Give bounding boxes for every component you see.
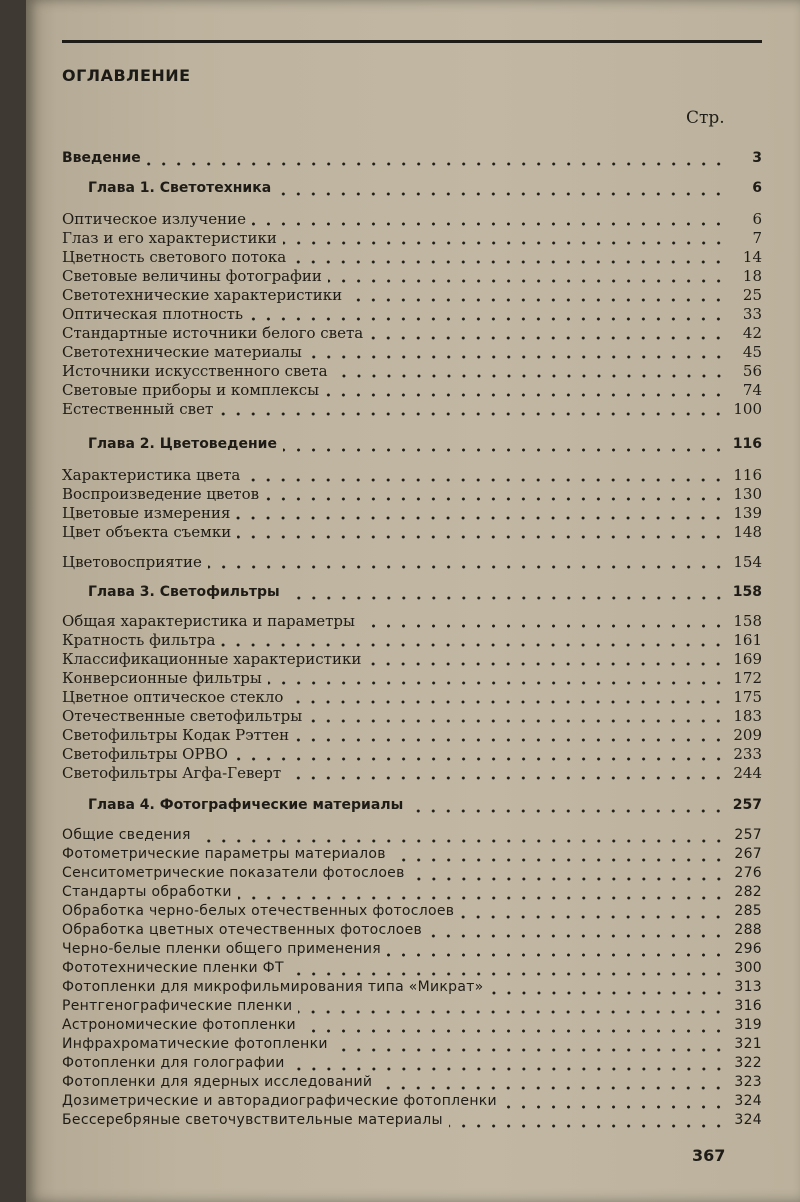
toc-entry-page: 257 [732,797,762,813]
toc-entry [62,960,762,980]
dot-leader [367,662,726,666]
toc-chapter-entry [62,436,762,456]
dot-leader [392,858,726,862]
toc-entry-page: 6 [752,180,762,196]
toc-entry-label: Цветное оптическое стекло [62,688,284,706]
dot-leader [237,535,726,539]
dot-leader [369,336,726,340]
toc-entry-label: Стандарты обработки [62,884,232,900]
toc-entry-page: 139 [733,504,762,522]
page-number: 367 [692,1146,726,1165]
toc-entry-page: 209 [733,726,762,744]
toc-entry-label: Черно-белые пленки общего применения [62,941,381,957]
dot-leader [308,355,726,359]
toc-entry-page: 324 [734,1093,762,1109]
dot-leader [221,643,726,647]
toc-entry-page: 323 [734,1074,762,1090]
dot-leader [283,448,726,452]
dot-leader [361,624,726,628]
toc-entry-page: 56 [742,362,762,380]
dot-leader [287,776,726,780]
page-title: ОГЛАВЛЕНИЕ [62,66,191,85]
toc-entry-label: Общие сведения [62,827,191,843]
dot-leader [348,298,726,302]
toc-entry [62,1055,762,1075]
toc-entry-label: Глава 2. Цветоведение [88,436,277,452]
toc-entry-page: 42 [742,324,762,342]
toc-entry-page: 74 [742,381,762,399]
dot-leader [246,478,726,482]
dot-leader [291,1067,726,1071]
toc-entry [62,523,762,543]
dot-leader [292,260,726,264]
toc-entry-label: Световые величины фотографии [62,267,322,285]
toc-entry [62,631,762,651]
toc-entry-page: 175 [733,688,762,706]
toc-entry-page: 158 [733,612,762,630]
dot-leader [197,839,726,843]
toc-entry-label: Глава 4. Фотографические материалы [88,797,404,813]
toc-entry-label: Воспроизведение цветов [62,485,260,503]
toc-entry-label: Светофильтры Кодак Рэттен [62,726,290,744]
dot-leader [147,162,726,166]
toc-entry-page: 18 [742,267,762,285]
toc-entry-label: Цветовосприятие [62,553,202,571]
toc-entry-label: Светофильтры Агфа-Геверт [62,764,282,782]
toc-entry-label: Астрономические фотопленки [62,1017,296,1033]
dot-leader [503,1105,726,1109]
toc-entry-page: 233 [733,745,762,763]
toc-entry-page: 322 [734,1055,762,1071]
toc-entry-label: Цветовые измерения [62,504,231,522]
dot-leader [252,222,726,226]
toc-entry-label: Классификационные характеристики [62,650,362,668]
toc-entry-label: Естественный свет [62,400,214,418]
toc-entry [62,998,762,1018]
toc-entry [62,324,762,344]
toc-entry-page: 282 [734,884,762,900]
toc-entry-label: Инфрахроматические фотопленки [62,1036,328,1052]
dot-leader [411,877,726,881]
toc-entry [62,827,762,847]
toc-entry-label: Светотехнические характеристики [62,286,343,304]
toc-entry [62,466,762,486]
toc-entry-label: Дозиметрические и авторадиографические фотопленки [62,1093,497,1109]
toc-entry-label: Отечественные светофильтры [62,707,303,725]
dot-leader [268,681,726,685]
dot-leader [234,757,726,761]
dot-leader [265,497,726,501]
toc-entry-page: 285 [734,903,762,919]
toc-entry-page: 319 [734,1017,762,1033]
dot-leader [428,934,726,938]
toc-entry [62,745,762,765]
toc-entry [62,229,762,249]
toc-entry-page: 296 [734,941,762,957]
toc-entry-page: 183 [733,707,762,725]
toc-entry-page: 158 [732,584,762,600]
toc-entry-label: Введение [62,150,141,166]
toc-entry-page: 33 [742,305,762,323]
toc-entry-page: 313 [734,979,762,995]
dot-leader [325,393,726,397]
toc-entry [62,1017,762,1037]
dot-leader [286,596,726,600]
toc-entry [62,669,762,689]
toc-entry-page: 324 [734,1112,762,1128]
toc-entry-label: Светофильтры ОРВО [62,745,228,763]
toc-entry-page: 45 [742,343,762,361]
toc-entry [62,485,762,505]
toc-entry [62,884,762,904]
dot-leader [387,953,726,957]
toc-entry-label: Источники искусственного света [62,362,328,380]
toc-entry [62,210,762,230]
toc-entry [62,688,762,708]
toc-entry-label: Оптическое излучение [62,210,247,228]
toc-chapter-entry [62,584,762,604]
toc-entry [62,150,762,170]
toc-entry-label: Рентгенографические пленки [62,998,293,1014]
toc-entry-label: Фототехнические пленки ФТ [62,960,284,976]
toc-entry-label: Фотопленки для микрофильмирования типа «Микрат» [62,979,484,995]
toc-entry-page: 116 [732,436,762,452]
toc-entry [62,504,762,524]
toc-entry-page: 288 [734,922,762,938]
toc-entry-page: 116 [733,466,762,484]
dot-leader [208,565,726,569]
toc-entry [62,865,762,885]
toc-entry-label: Цвет объекта съемки [62,523,232,541]
toc-entry-page: 130 [733,485,762,503]
dot-leader [449,1124,726,1128]
toc-entry-label: Цветность светового потока [62,248,287,266]
toc-entry [62,922,762,942]
dot-leader [236,516,726,520]
page-column-label: Стр. [686,108,725,128]
toc-entry-page: 161 [733,631,762,649]
toc-entry-page: 321 [734,1036,762,1052]
toc-entry-label: Световые приборы и комплексы [62,381,320,399]
toc-entry-page: 3 [752,150,762,166]
toc-entry [62,1036,762,1056]
toc-entry [62,343,762,363]
toc-entry-label: Сенситометрические показатели фотослоев [62,865,405,881]
toc-entry [62,846,762,866]
toc-entry-page: 25 [742,286,762,304]
toc-entry-label: Стандартные источники белого света [62,324,364,342]
toc-entry-page: 148 [733,523,762,541]
toc-entry [62,650,762,670]
toc-entry-label: Фотометрические параметры материалов [62,846,386,862]
toc-entry-label: Оптическая плотность [62,305,244,323]
dot-leader [378,1086,726,1090]
toc-entry [62,726,762,746]
toc-entry-label: Светотехнические материалы [62,343,302,361]
dot-leader [290,972,726,976]
toc-entry [62,553,762,573]
toc-entry-page: 14 [742,248,762,266]
toc-entry-label: Характеристика цвета [62,466,241,484]
dot-leader [308,719,726,723]
toc-chapter-entry [62,797,762,817]
toc-entry [62,612,762,632]
toc-entry-page: 169 [733,650,762,668]
dot-leader [277,192,726,196]
table-of-contents [26,0,800,1202]
dot-leader [283,241,726,245]
toc-entry-label: Общая характеристика и параметры [62,612,355,630]
toc-entry-label: Кратность фильтра [62,631,216,649]
toc-entry [62,1093,762,1113]
toc-entry [62,903,762,923]
toc-entry-page: 172 [733,669,762,687]
dot-leader [238,896,726,900]
toc-entry [62,362,762,382]
toc-entry-page: 6 [752,210,762,228]
toc-entry-label: Конверсионные фильтры [62,669,262,687]
dot-leader [460,915,726,919]
toc-entry [62,267,762,287]
toc-entry-page: 276 [734,865,762,881]
toc-entry-page: 300 [734,960,762,976]
dot-leader [334,374,726,378]
toc-entry-label: Обработка черно-белых отечественных фотослоев [62,903,455,919]
toc-entry-page: 257 [734,827,762,843]
dot-leader [295,738,726,742]
toc-entry-page: 267 [734,846,762,862]
toc-entry-label: Обработка цветных отечественных фотослоев [62,922,423,938]
toc-entry-label: Глаз и его характеристики [62,229,277,247]
dot-leader [249,317,726,321]
toc-entry [62,248,762,268]
toc-entry-page: 244 [733,764,762,782]
toc-entry-page: 154 [733,553,762,571]
toc-entry-page: 100 [733,400,762,418]
toc-entry-label: Фотопленки для голографии [62,1055,285,1071]
dot-leader [289,700,726,704]
toc-entry-label: Глава 1. Светотехника [88,180,272,196]
toc-entry-label: Глава 3. Светофильтры [88,584,280,600]
dot-leader [302,1029,726,1033]
dot-leader [219,412,726,416]
dot-leader [328,279,726,283]
toc-entry [62,979,762,999]
dot-leader [298,1010,726,1014]
dot-leader [334,1048,726,1052]
toc-entry [62,707,762,727]
dot-leader [490,991,726,995]
toc-entry-page: 7 [752,229,762,247]
toc-entry [62,1074,762,1094]
book-page [26,0,800,1202]
toc-chapter-entry [62,180,762,200]
toc-entry-label: Фотопленки для ядерных исследований [62,1074,373,1090]
toc-entry [62,286,762,306]
toc-entry [62,764,762,784]
dot-leader [409,809,726,813]
toc-entry [62,941,762,961]
toc-entry [62,381,762,401]
toc-entry-page: 316 [734,998,762,1014]
toc-entry-label: Бессеребряные светочувствительные материалы [62,1112,443,1128]
toc-entry [62,400,762,420]
toc-entry [62,305,762,325]
toc-entry [62,1112,762,1132]
